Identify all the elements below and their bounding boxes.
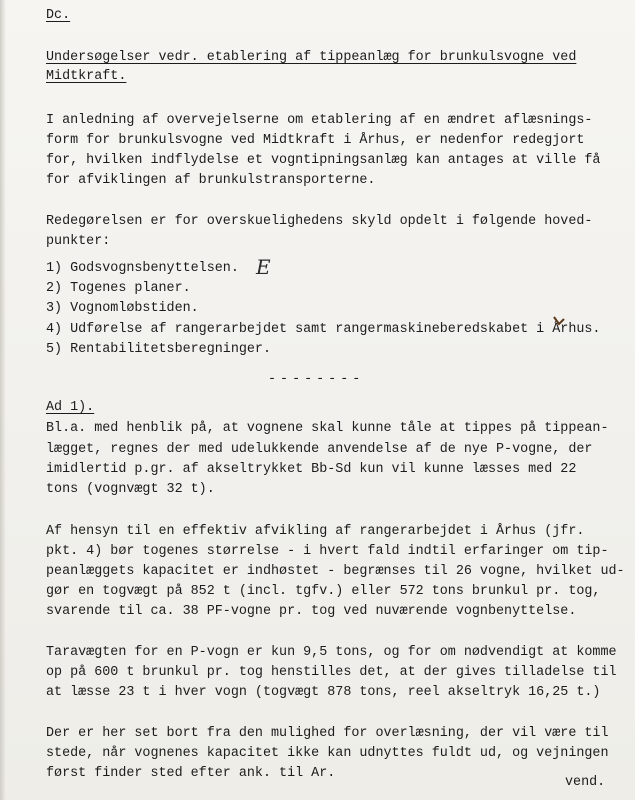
intro-line: for, hvilken indflydelse et vogntipningsanlæg kan antages at ville få <box>46 153 601 168</box>
paragraph-line: tons (vognvægt 32 t). <box>46 482 215 497</box>
paragraph-line: pkt. 4) bør togenes størrelse - i hvert fald indtil erfaringer om tip- <box>46 544 609 559</box>
paragraph-line: stede, når vognenes kapacitet ikke kan udnyttes fuldt ud, og vejningen <box>46 746 609 761</box>
section-heading: Ad 1). <box>46 400 95 415</box>
intro-line: for afviklingen af brunkulstransporterne. <box>46 173 376 188</box>
section-separator: -------- <box>268 372 365 387</box>
outline-point-5: 5) Rentabilitetsberegninger. <box>46 342 271 357</box>
page-edge-shadow <box>0 0 6 800</box>
paragraph-line: Taravægten for en P-vogn er kun 9,5 tons, og for om nødvendigt at komme <box>46 645 617 660</box>
title-line-1: Undersøgelser vedr. etablering af tippeanlæg for brunkulsvogne ved <box>46 50 577 65</box>
paragraph-line: op på 600 t brunkul pr. tog henstilles det, at der gives tilladelse til <box>46 665 617 680</box>
paragraph-line: Bl.a. med henblik på, at vognene skal kunne tåle at tippes på tippean- <box>46 421 609 436</box>
page-turn-note: vend. <box>565 775 606 790</box>
outline-point-3: 3) Vognomløbstiden. <box>46 301 199 316</box>
outline-intro-line: Redegørelsen er for overskuelighedens skyld opdelt i følgende hoved- <box>46 214 593 229</box>
paragraph-line: gør en togvægt på 852 t (incl. tgfv.) eller 572 tons brunkul pr. tog, <box>46 584 601 599</box>
outline-point-4: 4) Udførelse af rangerarbejdet samt rangermaskineberedskabet i Århus. <box>46 322 601 337</box>
paragraph-line: først finder sted efter ank. til Ar. <box>46 766 336 781</box>
title-line-2: Midtkraft. <box>46 69 127 84</box>
outline-point-2: 2) Togenes planer. <box>46 281 191 296</box>
intro-line: I anledning af overvejelserne om etablering af en ændret aflæsnings- <box>46 113 593 128</box>
reference-mark: Dc. <box>46 8 71 23</box>
paragraph-line: Af hensyn til en effektiv afvikling af rangerarbejdet i Århus (jfr. <box>46 524 585 539</box>
paragraph-line: lægget, regnes der med udelukkende anvendelse af de nye P-vogne, der <box>46 442 593 457</box>
paragraph-line: Der er her set bort fra den mulighed for overlæsning, der vil være til <box>46 726 609 741</box>
paragraph-line: at læsse 23 t i hver vogn (togvægt 878 tons, reel akseltryk 16,25 t.) <box>46 685 601 700</box>
paragraph-line: svarende til ca. 38 PF-vogne pr. tog ved nuværende vognbenyttelse. <box>46 604 577 619</box>
paragraph-line: imidlertid p.gr. af akseltrykket Bb-Sd kun vil kunne læsses med 22 <box>46 462 577 477</box>
outline-intro-line: punkter: <box>46 234 111 249</box>
handwritten-mark: E <box>256 255 271 279</box>
paragraph-line: peanlæggets kapacitet er indhøstet - begrænses til 26 vogne, hvilket ud- <box>46 564 625 579</box>
outline-point-1: 1) Godsvognsbenyttelsen. <box>46 261 239 276</box>
handwritten-tick-mark <box>552 315 566 331</box>
intro-line: form for brunkulsvogne ved Midtkraft i Århus, er nedenfor redegjort <box>46 133 585 148</box>
